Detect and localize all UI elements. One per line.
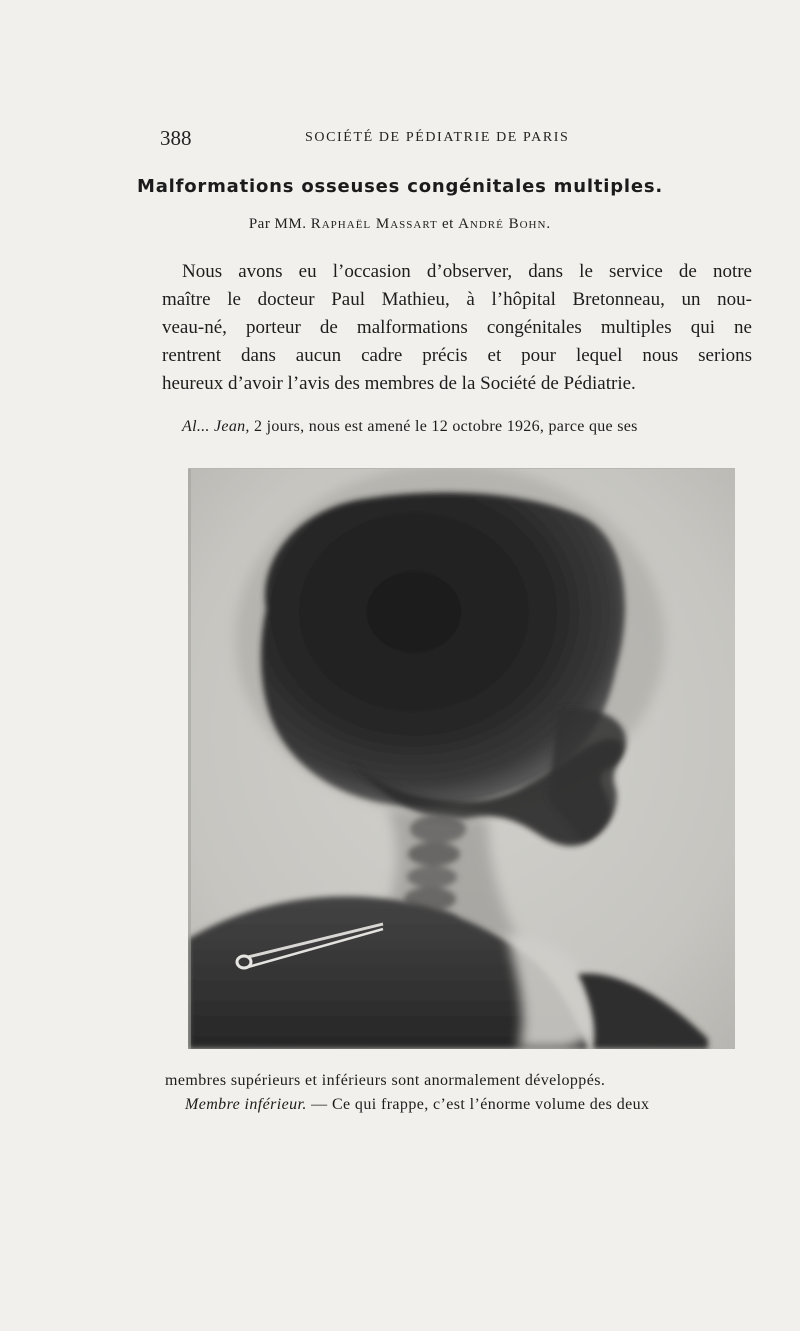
- paragraph-line: heureux d’avoir l’avis des membres de la Société de Pédiatrie.: [162, 373, 636, 394]
- section-text: — Ce qui frappe, c’est l’énorme volume des deux: [306, 1096, 650, 1113]
- article-title: Malformations osseuses congénitales multiples.: [136, 176, 664, 197]
- section-label: Membre inférieur.: [185, 1096, 307, 1113]
- paragraph-intro: [162, 258, 752, 398]
- paragraph-line: veau-né, porteur de malformations congénitales multiples qui ne: [162, 317, 752, 338]
- authors-join: et: [441, 216, 454, 232]
- paragraph-case: [182, 413, 750, 441]
- continuation-line-1: membres supérieurs et inférieurs sont anormalement développés.: [165, 1072, 606, 1089]
- author-1: Raphaël Massart: [310, 216, 438, 232]
- continuation-line-2: [185, 1096, 775, 1114]
- authors-prefix: Par MM.: [248, 216, 307, 232]
- xray-figure: [188, 468, 735, 1049]
- journal-title: SOCIÉTÉ DE PÉDIATRIE DE PARIS: [305, 130, 570, 145]
- paragraph-line: Nous avons eu l’occasion d’observer, dans le service de notre: [182, 261, 752, 282]
- patient-name: Al... Jean,: [182, 418, 250, 435]
- case-text: 2 jours, nous est amené le 12 octobre 1926, parce que ses: [249, 418, 638, 435]
- xray-image: [188, 469, 735, 1049]
- paragraph-line: maître le docteur Paul Mathieu, à l’hôpital Bretonneau, un nou-: [162, 289, 752, 310]
- article-authors: [0, 216, 800, 233]
- page-number: 388: [160, 126, 192, 150]
- paragraph-line: rentrent dans aucun cadre précis et pour lequel nous serions: [162, 345, 752, 366]
- author-2: André Bohn.: [458, 216, 552, 232]
- running-head: [160, 126, 750, 156]
